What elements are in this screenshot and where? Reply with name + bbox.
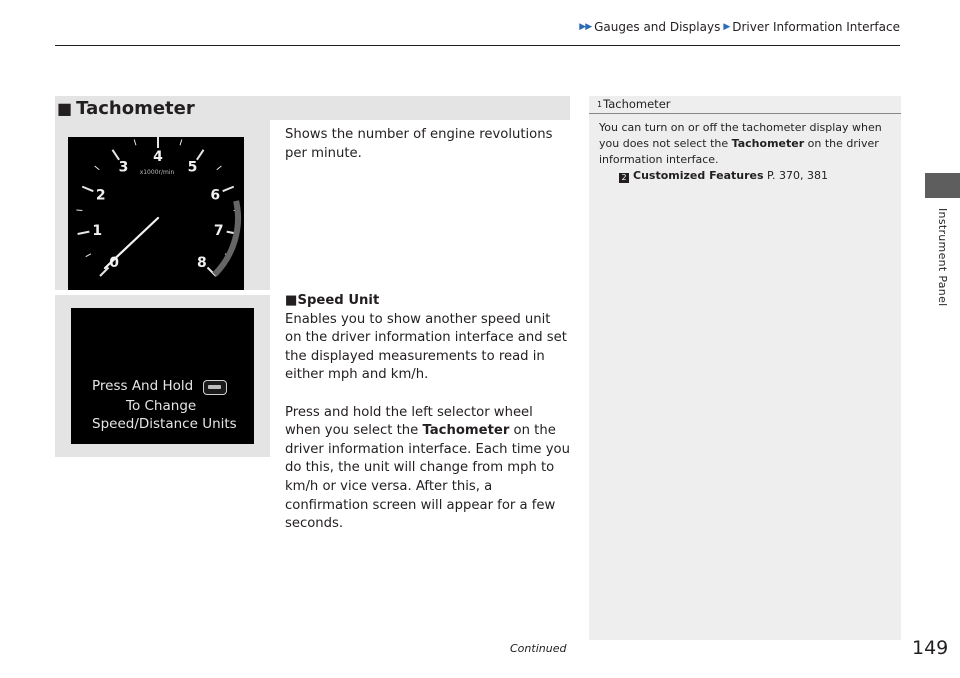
continued-label: Continued	[510, 642, 567, 655]
tachometer-figure	[55, 120, 270, 290]
tachometer-tick-label: 0	[109, 254, 120, 271]
display-screen	[71, 308, 254, 444]
cross-reference-link[interactable]: 2 Customized Features P. 370, 381	[619, 168, 891, 184]
page-number: 149	[912, 637, 949, 659]
speed-unit-display-figure	[55, 295, 270, 457]
tachometer-tick-label: 8	[196, 254, 207, 271]
tachometer-tick-label: 4	[153, 149, 163, 165]
speed-unit-paragraph: Enables you to show another speed unit on the driver information interface and set the displayed measurements to read in either mph and km/h.	[285, 311, 567, 383]
speed-unit-section	[285, 292, 570, 534]
cross-reference-icon: 2	[619, 173, 629, 183]
section-square-icon: ■	[57, 98, 73, 118]
display-line-3: Speed/Distance Units	[92, 416, 237, 432]
heading-square-icon: ■	[285, 293, 298, 308]
speed-unit-heading: ■Speed Unit	[285, 293, 380, 308]
chapter-tab-label: Instrument Panel	[936, 208, 949, 307]
tachometer-gauge	[55, 120, 270, 290]
breadcrumb-arrow-icon: ▶▶	[579, 22, 592, 32]
side-note	[589, 96, 901, 640]
tachometer-tick	[76, 210, 82, 211]
tachometer-tick-label: 3	[118, 159, 129, 176]
tachometer-tick-label: 7	[213, 223, 224, 240]
intro-paragraph: Shows the number of engine revolutions per minute.	[285, 127, 553, 161]
chapter-tab[interactable]	[925, 173, 960, 198]
display-line-2: To Change	[126, 398, 197, 414]
section-title: Tachometer	[76, 97, 195, 119]
tachometer-unit-label: x1000r/min	[139, 169, 175, 176]
header-rule	[55, 45, 900, 46]
tachometer-tick-label: 1	[92, 223, 103, 240]
breadcrumb-arrow-icon: ▶	[723, 22, 730, 32]
breadcrumb-item[interactable]: Gauges and Displays	[594, 20, 721, 34]
tachometer-tick-label: 5	[187, 159, 198, 176]
note-body: You can turn on or off the tachometer display when you does not select the Tachometer on the driver information interface. 2 Customized Features P. 370, 381	[589, 114, 901, 184]
breadcrumb	[578, 20, 900, 34]
tachometer-tick-label: 2	[95, 187, 106, 204]
section-header	[55, 96, 570, 120]
tachometer-tick-label: 6	[210, 187, 221, 204]
press-hold-paragraph: Press and hold the left selector wheel when you select the Tachometer on the driver information interface. Each time you do this, the unit will change from mph to km/h or vice versa. After this, a confirmation screen will appear for a few seconds.	[285, 404, 570, 532]
display-line-1: Press And Hold	[92, 378, 194, 394]
breadcrumb-item[interactable]: Driver Information Interface	[732, 20, 900, 34]
note-marker: 1	[597, 99, 603, 109]
selector-wheel-icon	[203, 380, 227, 395]
note-title: 1 Tachometer	[589, 97, 901, 114]
